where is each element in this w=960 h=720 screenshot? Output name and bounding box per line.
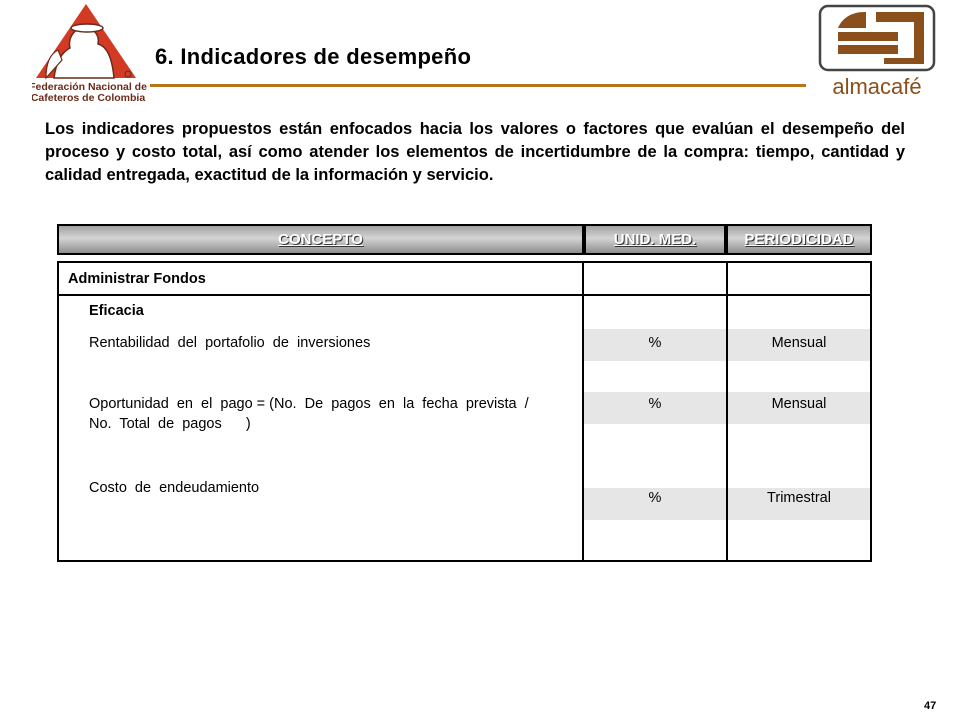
section-row-unidad [582,261,728,296]
page-number: 47 [924,700,937,712]
subsection-label: Eficacia [89,303,144,319]
page-title: 6. Indicadores de desempeño [155,44,472,69]
row-2-unidad: % [648,396,662,412]
header-periodicidad: PERIODICIDAD [726,224,872,255]
section-row-periodicidad [726,261,872,296]
fnc-logo-line1: Federación Nacional de [32,81,147,93]
intro-paragraph: Los indicadores propuestos están enfocados hacia los valores o factores que evalúan el desempeño del proceso y costo total, así como atender los elementos de incertidumbre de la compra: tiempo, cantidad y calidad entregada, exactitud de la información y servicio. [45,120,905,184]
row-1-unidad: % [648,335,662,351]
fnc-logo-line2: Cafeteros de Colombia [32,92,146,104]
row-1-periodicidad: Mensual [771,335,827,351]
header-unidad: UNID. MED. [584,224,726,255]
row-1-concepto: Rentabilidad del portafolio de inversiones [89,335,371,351]
row-3-unidad: % [648,490,662,506]
row-3-concepto: Costo de endeudamiento [89,480,260,496]
row-3-periodicidad: Trimestral [767,490,831,506]
fnc-logo [32,4,148,104]
almacafe-wordmark: almacafé [832,74,922,99]
row-2-concepto-line2: No. Total de pagos ) [89,416,251,432]
row-2-periodicidad: Mensual [771,396,827,412]
title-underline [150,84,806,87]
section-label: Administrar Fondos [68,271,206,287]
row-2-concepto-line1: Oportunidad en el pago = (No. De pagos en la fecha prevista / [89,396,529,412]
header-concepto: CONCEPTO [57,224,584,255]
almacafe-logo [818,4,936,100]
